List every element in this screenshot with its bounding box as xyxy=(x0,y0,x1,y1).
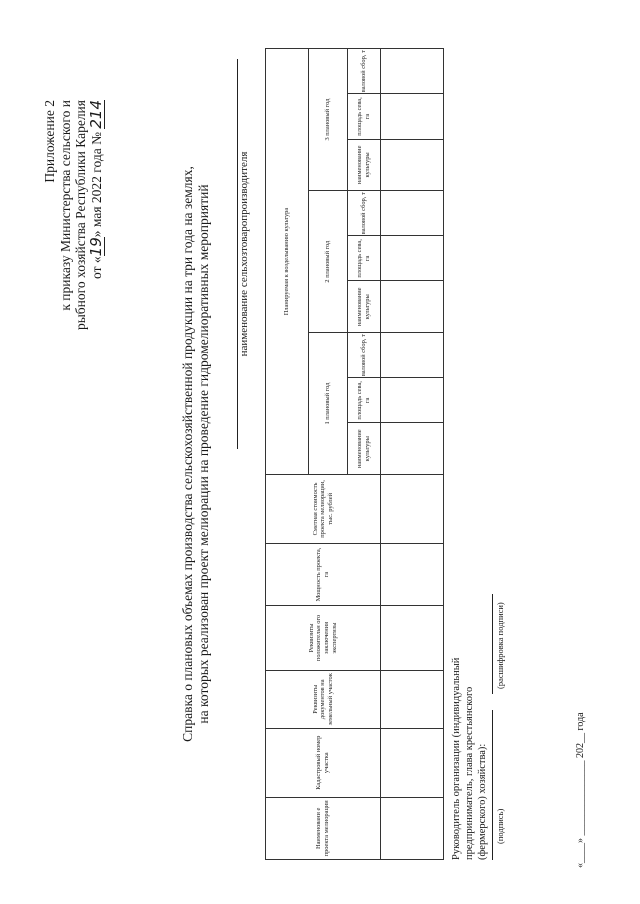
table-cell[interactable] xyxy=(381,475,444,544)
header-year3: 3 плановый год xyxy=(309,49,348,191)
signature-line3: (фермерского) хозяйства): xyxy=(477,743,488,860)
handwritten-number: 214 xyxy=(86,100,105,129)
header-year2: 2 плановый год xyxy=(309,191,348,333)
signature-line1: Руководитель организации (индивидуальный xyxy=(451,657,462,860)
appendix-date-prefix: от « xyxy=(88,256,104,279)
sub-crop-name: наименование культуры xyxy=(348,139,381,191)
table-cell[interactable] xyxy=(381,423,444,475)
header-estimated-cost: Сметная стоимость проекта мелиорации, тыс. рублей xyxy=(266,475,381,544)
appendix-date-line xyxy=(86,100,106,330)
signature-caption: (подпись) xyxy=(495,808,505,844)
sub-sowing-area: площадь сева, га xyxy=(348,236,381,281)
table-cell[interactable] xyxy=(381,49,444,94)
table-row xyxy=(381,49,444,860)
transcript-caption: (расшифровка подписи) xyxy=(495,602,505,689)
signature-block xyxy=(450,620,489,860)
appendix-line1: Приложение 2 xyxy=(42,100,57,183)
table-cell[interactable] xyxy=(381,670,444,728)
table-cell[interactable] xyxy=(381,333,444,378)
table-cell[interactable] xyxy=(381,281,444,333)
header-expertise-details: Реквизиты положительн ого заключения экспертизы xyxy=(266,606,381,671)
appendix-line3: рыбного хозяйства Республики Карелия xyxy=(73,100,88,331)
appendix-date-middle: » мая 2022 года № xyxy=(88,132,104,238)
document-title xyxy=(180,44,212,864)
table-cell[interactable] xyxy=(381,797,444,859)
header-project-capacity: Мощность проекта, га xyxy=(266,543,381,605)
table-cell[interactable] xyxy=(381,728,444,797)
header-land-documents: Реквизиты документов на земельный участок xyxy=(266,670,381,728)
sub-crop-name: наименование культуры xyxy=(348,281,381,333)
table-cell[interactable] xyxy=(381,94,444,139)
title-line1: Справка о плановых объемах производства сельскохозяйственной продукции на три года на землях, xyxy=(180,166,195,742)
table-cell[interactable] xyxy=(381,236,444,281)
signature-line2: предприниматель, глава крестьянского xyxy=(464,686,475,860)
header-year1: 1 плановый год xyxy=(309,333,348,475)
title-line2: на которых реализован проект мелиорации на проведение гидромелиоративных мероприятий xyxy=(196,184,211,724)
producer-caption: наименование сельхозтоваропроизводителя xyxy=(238,151,250,357)
table-cell[interactable] xyxy=(381,606,444,671)
header-cadastral-number: Кадастровый номер участка xyxy=(266,728,381,797)
date-line: «____» _______________ 202__ года xyxy=(575,712,586,868)
header-project-name: Наименовани е проекта мелиорации xyxy=(266,797,381,859)
appendix-header xyxy=(42,100,105,330)
sub-gross-yield: валовой сбор, т xyxy=(348,333,381,378)
handwritten-day: 19 xyxy=(86,237,105,257)
transcript-underline xyxy=(492,594,493,694)
production-table xyxy=(265,48,444,860)
sub-sowing-area: площадь сева, га xyxy=(348,378,381,423)
sub-sowing-area: площадь сева, га xyxy=(348,94,381,139)
sub-crop-name: наименование культуры xyxy=(348,423,381,475)
table-cell[interactable] xyxy=(381,191,444,236)
signature-underline xyxy=(492,710,493,860)
table-cell[interactable] xyxy=(381,139,444,191)
header-planned-crop: Планируемая к возделыванию культура xyxy=(266,49,309,475)
sub-gross-yield: валовой сбор, т xyxy=(348,49,381,94)
table-cell[interactable] xyxy=(381,543,444,605)
appendix-line2: к приказу Министерства сельского и xyxy=(57,100,73,311)
sub-gross-yield: валовой сбор, т xyxy=(348,191,381,236)
table-cell[interactable] xyxy=(381,378,444,423)
